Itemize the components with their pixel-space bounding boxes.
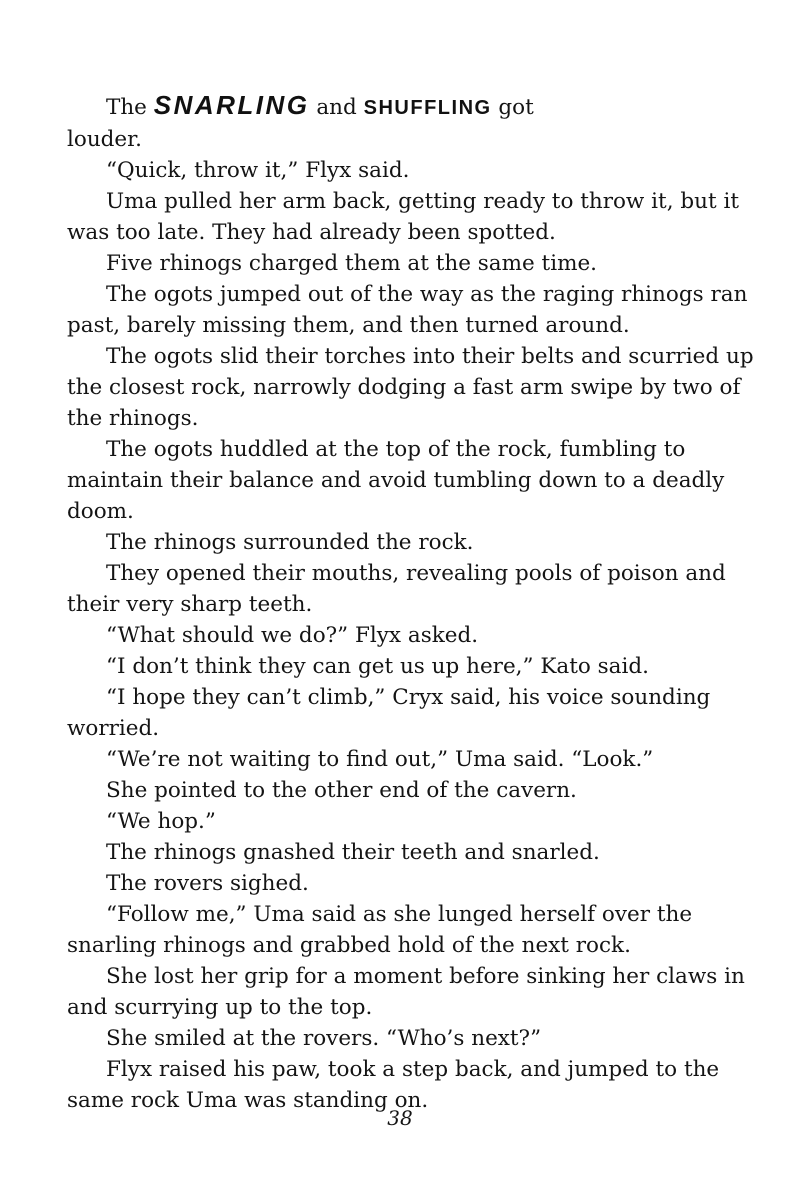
text-segment: was too late. They had already been spotted. — [67, 220, 556, 245]
paragraph — [67, 186, 739, 248]
text-segment: louder. — [67, 127, 142, 152]
sound-effect-word: SHUFFLING — [363, 97, 492, 119]
text-line — [67, 1023, 707, 1054]
text-line — [67, 899, 707, 930]
text-line — [67, 589, 707, 620]
text-segment: “I don’t think they can get us up here,” Kato said. — [106, 654, 649, 679]
text-line — [67, 434, 707, 465]
text-segment: “We hop.” — [106, 809, 216, 834]
text-line — [67, 744, 707, 775]
text-segment: “Follow me,” Uma said as she lunged herself over the — [106, 902, 693, 927]
text-segment: Five rhinogs charged them at the same time. — [106, 251, 598, 276]
text-segment: The rovers sighed. — [106, 871, 309, 896]
text-line — [67, 775, 707, 806]
text-segment: the rhinogs. — [67, 406, 199, 431]
sound-effect-word: SNARLING — [153, 90, 310, 120]
text-segment: worried. — [67, 716, 160, 741]
paragraph — [67, 806, 707, 837]
paragraph — [67, 1023, 707, 1054]
text-line — [67, 837, 707, 868]
text-line — [67, 341, 754, 372]
paragraph — [67, 248, 707, 279]
text-line — [67, 992, 707, 1023]
text-line — [67, 806, 707, 837]
text-line — [67, 930, 707, 961]
paragraph — [67, 961, 745, 1023]
text-line — [67, 465, 725, 496]
page-body — [67, 90, 754, 1116]
text-segment: Uma pulled her arm back, getting ready to throw it, but it — [106, 189, 739, 214]
text-line — [67, 155, 707, 186]
text-segment: doom. — [67, 499, 134, 524]
text-segment: The rhinogs gnashed their teeth and snarled. — [106, 840, 600, 865]
paragraph — [67, 899, 707, 961]
text-line — [67, 248, 707, 279]
text-line — [67, 372, 741, 403]
paragraph — [67, 868, 707, 899]
text-segment: They opened their mouths, revealing pools of poison and — [106, 561, 726, 586]
text-segment: got — [491, 95, 534, 120]
text-segment: She lost her grip for a moment before sinking her claws in — [106, 964, 745, 989]
paragraph — [67, 620, 707, 651]
text-line — [67, 279, 748, 310]
page-number: 38 — [387, 1106, 413, 1130]
text-segment: The — [106, 95, 154, 120]
text-segment: same rock Uma was standing on. — [67, 1088, 429, 1113]
paragraph — [67, 341, 754, 434]
text-line — [67, 558, 726, 589]
text-line — [67, 713, 707, 744]
text-segment: “I hope they can’t climb,” Cryx said, his voice sounding — [106, 685, 711, 710]
paragraph — [67, 279, 748, 341]
paragraph — [67, 651, 707, 682]
paragraph — [67, 527, 707, 558]
paragraph — [67, 558, 726, 620]
paragraph — [67, 682, 711, 744]
text-segment: snarling rhinogs and grabbed hold of the next rock. — [67, 933, 631, 958]
paragraph — [67, 90, 707, 155]
text-segment: The ogots huddled at the top of the rock, fumbling to — [106, 437, 686, 462]
text-segment: “What should we do?” Flyx asked. — [106, 623, 479, 648]
paragraph — [67, 155, 707, 186]
text-line — [67, 961, 745, 992]
text-line — [67, 217, 707, 248]
text-line — [67, 124, 707, 155]
text-segment: Flyx raised his paw, took a step back, and jumped to the — [106, 1057, 720, 1082]
text-line — [67, 1054, 720, 1085]
text-segment: the closest rock, narrowly dodging a fast arm swipe by two of — [67, 375, 741, 400]
text-line — [67, 682, 711, 713]
text-segment: and scurrying up to the top. — [67, 995, 373, 1020]
text-line — [67, 403, 707, 434]
text-line — [67, 90, 707, 124]
text-segment: “Quick, throw it,” Flyx said. — [106, 158, 410, 183]
text-segment: She smiled at the rovers. “Who’s next?” — [106, 1026, 542, 1051]
text-line — [67, 527, 707, 558]
text-segment: maintain their balance and avoid tumbling down to a deadly — [67, 468, 725, 493]
paragraph — [67, 744, 707, 775]
text-segment: past, barely missing them, and then turned around. — [67, 313, 630, 338]
paragraph — [67, 434, 725, 527]
text-line — [67, 868, 707, 899]
text-line — [67, 496, 707, 527]
text-segment: The rhinogs surrounded the rock. — [106, 530, 474, 555]
paragraph — [67, 837, 707, 868]
text-segment: She pointed to the other end of the cavern. — [106, 778, 577, 803]
text-segment: The ogots slid their torches into their belts and scurried up — [106, 344, 754, 369]
text-segment: their very sharp teeth. — [67, 592, 313, 617]
text-line — [67, 186, 739, 217]
text-line — [67, 651, 707, 682]
text-segment: The ogots jumped out of the way as the raging rhinogs ran — [106, 282, 748, 307]
text-line — [67, 310, 707, 341]
text-segment: “We’re not waiting to find out,” Uma said. “Look.” — [106, 747, 654, 772]
paragraph — [67, 775, 707, 806]
text-segment: and — [309, 95, 364, 120]
text-line — [67, 620, 707, 651]
